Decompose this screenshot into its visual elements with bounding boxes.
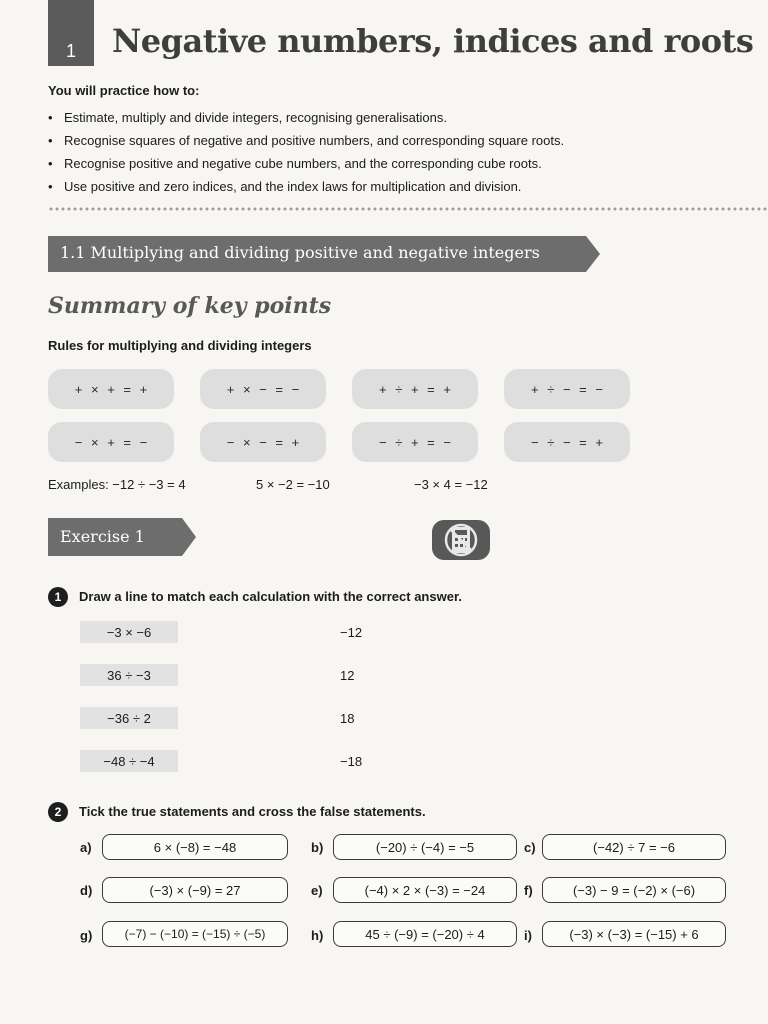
answer-item[interactable]: 18 — [340, 711, 355, 726]
statement-label: a) — [80, 840, 92, 855]
rule-pill: − × + = − — [48, 422, 174, 462]
example-1: Examples: −12 ÷ −3 = 4 — [48, 477, 186, 492]
calculation-box[interactable]: −36 ÷ 2 — [80, 707, 178, 729]
rule-pill: − ÷ − = + — [504, 422, 630, 462]
question-1-text: Draw a line to match each calculation with the correct answer. — [79, 589, 462, 604]
example-3: −3 × 4 = −12 — [414, 477, 488, 492]
rule-pill: + × + = + — [48, 369, 174, 409]
practice-item: • Estimate, multiply and divide integers, recognising generalisations. — [48, 108, 564, 131]
statement-box[interactable]: (−7) − (−10) = (−15) ÷ (−5) — [102, 921, 288, 947]
no-calculator-icon — [432, 520, 490, 560]
statement-label: g) — [80, 928, 93, 943]
summary-title: Summary of key points — [48, 293, 332, 319]
statement-box[interactable]: 6 × (−8) = −48 — [102, 834, 288, 860]
statement-box[interactable]: (−3) × (−3) = (−15) + 6 — [542, 921, 726, 947]
rule-pill: + ÷ + = + — [352, 369, 478, 409]
dotted-divider — [48, 206, 768, 212]
practice-list — [48, 108, 564, 200]
calculation-box[interactable]: −3 × −6 — [80, 621, 178, 643]
statement-box[interactable]: (−42) ÷ 7 = −6 — [542, 834, 726, 860]
rule-pill: + ÷ − = − — [504, 369, 630, 409]
statement-label: b) — [311, 840, 324, 855]
chapter-number: 1 — [65, 41, 76, 61]
practice-item: • Recognise squares of negative and positive numbers, and corresponding square roots. — [48, 131, 564, 154]
section-banner-title: 1.1 Multiplying and dividing positive and negative integers — [60, 243, 540, 262]
example-2: 5 × −2 = −10 — [256, 477, 330, 492]
statement-box[interactable]: (−20) ÷ (−4) = −5 — [333, 834, 517, 860]
answer-item[interactable]: −18 — [340, 754, 363, 769]
practice-heading: You will practice how to: — [48, 83, 200, 98]
statement-box[interactable]: (−3) × (−9) = 27 — [102, 877, 288, 903]
answer-item[interactable]: −12 — [340, 625, 363, 640]
question-1-number: 1 — [48, 587, 68, 607]
statement-label: f) — [524, 883, 533, 898]
practice-item: • Recognise positive and negative cube numbers, and the corresponding cube roots. — [48, 154, 564, 177]
rule-pill: − × − = + — [200, 422, 326, 462]
question-2-text: Tick the true statements and cross the false statements. — [79, 804, 426, 819]
chapter-title: Negative numbers, indices and roots — [112, 22, 754, 60]
statement-label: h) — [311, 928, 324, 943]
rule-pill: + × − = − — [200, 369, 326, 409]
statement-box[interactable]: (−4) × 2 × (−3) = −24 — [333, 877, 517, 903]
answer-item[interactable]: 12 — [340, 668, 355, 683]
statement-label: c) — [524, 840, 536, 855]
practice-item: • Use positive and zero indices, and the index laws for multiplication and division. — [48, 177, 564, 200]
calculation-box[interactable]: 36 ÷ −3 — [80, 664, 178, 686]
rule-pill: − ÷ + = − — [352, 422, 478, 462]
statement-box[interactable]: 45 ÷ (−9) = (−20) ÷ 4 — [333, 921, 517, 947]
exercise-label: Exercise 1 — [60, 527, 145, 546]
statement-label: d) — [80, 883, 93, 898]
question-2-number: 2 — [48, 802, 68, 822]
statement-box[interactable]: (−3) − 9 = (−2) × (−6) — [542, 877, 726, 903]
statement-label: i) — [524, 928, 532, 943]
statement-label: e) — [311, 883, 323, 898]
rules-heading: Rules for multiplying and dividing integers — [48, 338, 312, 353]
chapter-number-box — [48, 0, 94, 66]
calculation-box[interactable]: −48 ÷ −4 — [80, 750, 178, 772]
